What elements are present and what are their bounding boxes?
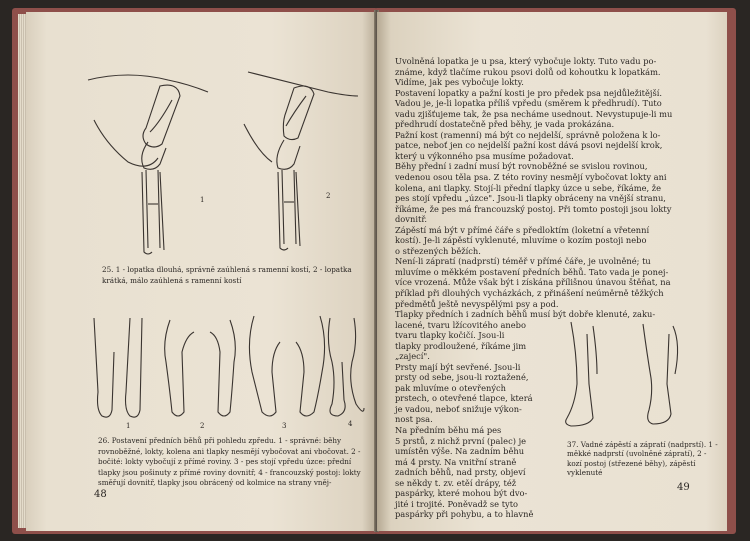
- text-line: se někdy t. zv. etěí drápy, též: [395, 477, 517, 488]
- figure-37-pastern-illustration: [557, 314, 697, 444]
- text-line: paspárky, které mohou být dvo-: [395, 488, 528, 499]
- text-line: Tlapky předních i zadních běhů musí být dobře klenuté, zaku-: [395, 309, 656, 319]
- text-line: umístěn výše. Na zadním běhu: [395, 446, 525, 457]
- text-line: zadních běhů, nad prsty, objeví: [395, 467, 526, 478]
- right-page-body-text: [395, 56, 691, 309]
- text-line: předhrudí dostatečně před běhy, je vada prokázána.: [395, 119, 615, 130]
- text-line: je vadou, neboť snižuje výkon-: [395, 403, 522, 414]
- text-line: paspárky při pohybu, a to hlavně: [395, 509, 534, 520]
- text-line: „zajecí".: [395, 351, 430, 362]
- text-line: pak mluvíme o otevřených: [395, 382, 506, 393]
- text-line: lacené, tvaru lžícovitého anebo: [395, 319, 526, 330]
- figure-37-caption: 37. Vadné zápěstí a zápratí (nadprstí). 1 - měkké nadprstí (uvolněné zápratí), 2 - kozí postoj (střezené běhy), zápěstí vyklenuté: [567, 440, 718, 478]
- text-line: říkáme, že pes má francouzský postoj. Při tomto postoji jsou lokty: [395, 203, 672, 214]
- text-line: kolena, ani tlapky. Stojí-li přední tlapky úzce u sebe, říkáme, že: [395, 182, 662, 193]
- text-line: Vidíme, jak pes vybočuje lokty.: [395, 77, 524, 88]
- text-line: Postavení lopatky a pažní kosti je pro předek psa nejdůležitější.: [395, 87, 663, 98]
- fig25-label-2: 2: [326, 192, 331, 200]
- page-number-right: 49: [677, 482, 690, 493]
- text-line: více vrozená. Může však být i získána přílišnou únavou štěňat, na: [395, 277, 671, 288]
- text-line: tvaru tlapky kočičí. Jsou-li: [395, 330, 505, 341]
- left-page: [26, 12, 376, 531]
- text-line: prsty od sebe, jsou-li roztažené,: [395, 372, 529, 383]
- text-line: Zápěstí má být v přímé čáře s předloktím (loketní a vřetenní: [395, 224, 650, 235]
- text-line: Na předním běhu má pes: [395, 425, 502, 436]
- text-line: mluvíme o měkkém postavení předních běhů. Tato vada je ponej-: [395, 266, 669, 277]
- fig25-label-1: 1: [200, 196, 205, 204]
- text-line: vadu zjišťujeme tak, že psa necháme usednout. Nevystupuje-li mu: [395, 108, 673, 119]
- text-line: příklad při dlouhých vycházkách, z přinášení neúměrně těžkých: [395, 288, 664, 299]
- text-line: tlapky prodloužené, říkáme jim: [395, 340, 527, 351]
- text-line: patce, neboť jen co nejdelší pažní kost dává psovi nejdelší krok,: [395, 140, 663, 151]
- text-line: jité i trojité. Poněvadž se tyto: [395, 498, 519, 509]
- text-line: Běhy přední i zadní musí být rovnoběžné se svislou rovinou,: [395, 161, 648, 172]
- figure-25-shoulder-illustration: [88, 52, 358, 262]
- fig26-label-4: 4: [348, 420, 353, 428]
- fig26-label-2: 2: [200, 422, 205, 430]
- text-line: Vadou je, je-li lopatka příliš vpředu (směrem k předhrudí). Tuto: [395, 98, 662, 109]
- right-page: [377, 12, 727, 531]
- text-line: známe, když tlačíme rukou psovi dolů od kohoutku k lopatkám.: [395, 66, 661, 77]
- figure-26-front-legs-illustration: [86, 312, 366, 432]
- text-line: prstech, o otevřené tlapce, která: [395, 393, 533, 404]
- text-line: pes stojí vpředu „úzce". Jsou-li tlapky obráceny na vnější stranu,: [395, 193, 666, 204]
- figure-26-caption: 26. Postavení předních běhů při pohledu zpředu. 1 - správné: běhy rovnoběžné, lokty, kolena ani tlapky nesmějí vybočovat ani vbočovat. 2 - bočité: lokty vybočují z přímé roviny. 3 - pes stojí vpředu úzce: přední tlapky jsou pošinuty z přímé roviny dovnitř, 4 - francouzský postoj: lokty směřují dovnitř, tlapky jsou obrácený od kolmice na strany vněj-: [98, 436, 361, 488]
- text-line: vedenou osou těla psa. Z této roviny nesmějí vybočovat lokty ani: [395, 172, 667, 183]
- fig26-label-1: 1: [126, 422, 131, 430]
- text-line: Pažní kost (ramenní) má být co nejdelší, správně položena k lo-: [395, 129, 661, 140]
- text-line: nost psa.: [395, 414, 433, 425]
- page-number-left: 48: [94, 489, 107, 500]
- text-line: 5 prstů, z nichž první (palec) je: [395, 435, 527, 446]
- text-line: má 4 prsty. Na vnitřní straně: [395, 456, 517, 467]
- fig26-label-3: 3: [282, 422, 287, 430]
- figure-25-caption: 25. 1 - lopatka dlouhá, správně zaúhlená s ramenní kostí, 2 - lopatka krátká, málo zaúhlená s ramenní kostí: [102, 265, 352, 285]
- text-line: Uvolněná lopatka je u psa, který vybočuje lokty. Tuto vadu po-: [395, 56, 657, 66]
- text-line: kostí). Je-li zápěstí vyklenuté, mluvíme o kozím postoji nebo: [395, 235, 647, 246]
- text-line: který u výkonného psa musíme požadovat.: [395, 150, 574, 161]
- text-line: předmětů ještě nevyspělými psy a pod.: [395, 298, 559, 309]
- text-line: dovnitř.: [395, 214, 428, 225]
- text-line: Prsty mají být sevřené. Jsou-li: [395, 361, 521, 372]
- text-line: o střezených běžích.: [395, 245, 481, 256]
- text-line: Není-li zápratí (nadprstí) téměř v přímé čáře, je uvolněné; tu: [395, 256, 651, 267]
